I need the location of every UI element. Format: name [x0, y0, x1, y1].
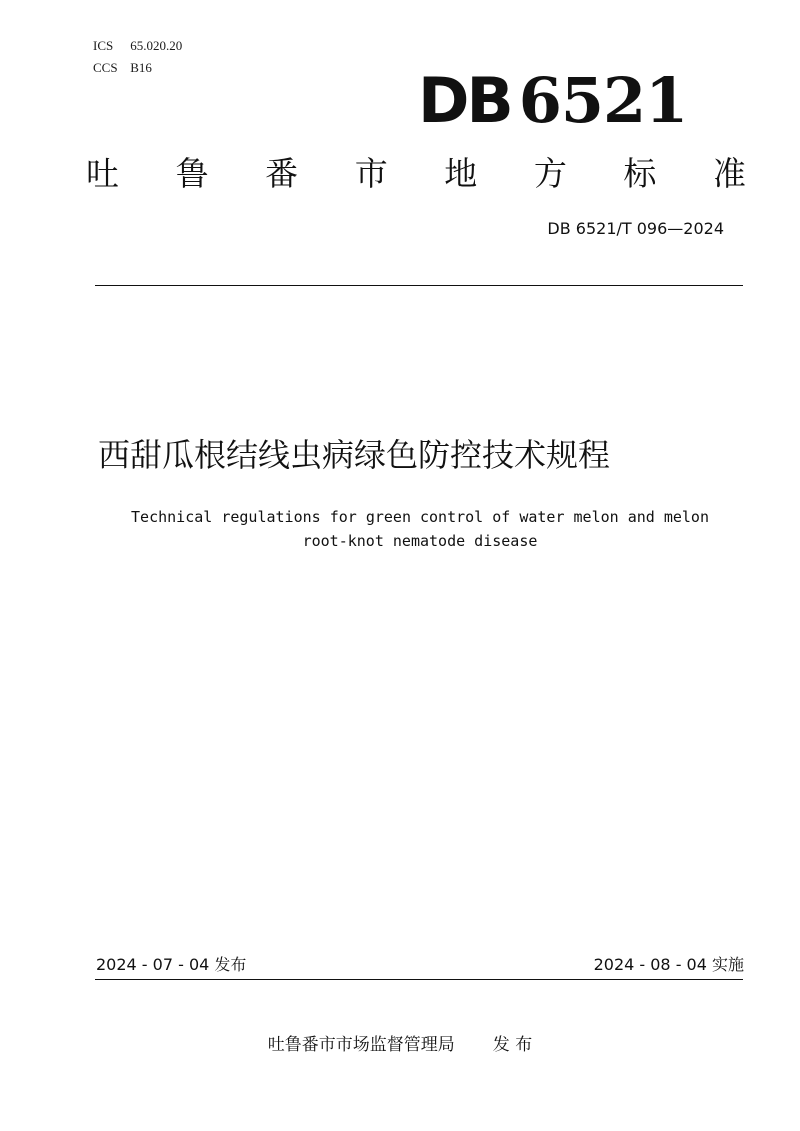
issue-date: 2024 - 07 - 04 发布 [96, 955, 247, 974]
header-divider [95, 285, 743, 286]
footer-divider [95, 979, 743, 980]
standard-type-char: 地 [444, 154, 478, 193]
issuer-action: 发 布 [492, 1035, 533, 1055]
english-title [60, 505, 780, 553]
standard-type-char: 准 [712, 154, 746, 193]
english-title-line-1: Technical regulations for green control of water melon and melon [131, 508, 709, 526]
chinese-title: 西甜瓜根结线虫病绿色防控技术规程 [98, 436, 611, 474]
standard-type-char: 鲁 [175, 154, 209, 193]
standard-type-char: 吐 [86, 154, 119, 193]
db-mark-prefix: DB [418, 64, 511, 137]
ccs-classification [93, 60, 152, 76]
standard-type-char: 方 [533, 154, 567, 193]
ics-value: 65.020.20 [130, 38, 183, 53]
standard-type-char: 市 [354, 154, 388, 193]
ics-label: ICS [93, 38, 114, 53]
implementation-date: 2024 - 08 - 04 实施 [593, 955, 744, 974]
db-standard-mark [418, 66, 687, 136]
standard-type-heading [86, 152, 746, 196]
db-mark-number: 6521 [518, 64, 688, 137]
issuer-line [0, 1033, 800, 1057]
ics-classification [93, 38, 182, 54]
english-title-line-2: root-knot nematode disease [302, 532, 538, 550]
standard-code: DB 6521/T 096—2024 [547, 219, 724, 238]
standard-type-char: 标 [623, 154, 657, 193]
ccs-value: B16 [130, 60, 152, 75]
issuer-name: 吐鲁番市市场监督管理局 [267, 1035, 455, 1055]
standard-type-char: 番 [265, 154, 299, 193]
ccs-label: CCS [93, 60, 118, 75]
